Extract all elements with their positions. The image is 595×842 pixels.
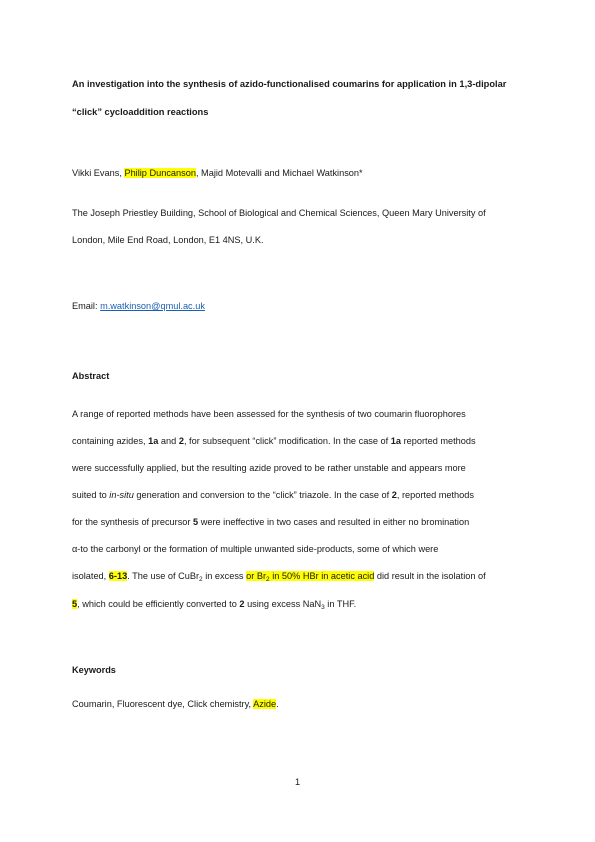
abstract-line: isolated, 6-13. The use of CuBr$_2$ in excess or $Br_2$ in 50% HBr in acetic acid did result in the isolation of	[72, 571, 486, 583]
keywords-list: Coumarin, Fluorescent dye, Click chemistry, Azide.	[72, 699, 279, 709]
abstract-body	[72, 401, 532, 619]
abstract-line: A range of reported methods have been assessed for the synthesis of two coumarin fluorophores	[72, 409, 466, 419]
abstract-line: were successfully applied, but the resulting azide proved to be rather unstable and appears more	[72, 463, 466, 473]
keywords-heading: Keywords	[72, 665, 116, 675]
title-line-2: “click” cycloaddition reactions	[72, 107, 209, 117]
abstract-heading: Abstract	[72, 371, 110, 381]
affiliation-line-2: London, Mile End Road, London, E1 4NS, U.K.	[72, 235, 264, 245]
method-highlighted: or $Br_2$ in 50% HBr in acetic acid	[246, 571, 375, 583]
title-line-1: An investigation into the synthesis of azido-functionalised coumarins for application in 1,3-dipolar	[72, 79, 507, 89]
compound-5-highlighted: 5	[72, 599, 78, 609]
abstract-line: suited to in-situ generation and conversion to the “click” triazole. In the case of 2, reported methods	[72, 490, 474, 500]
email-label: Email:	[72, 301, 98, 311]
author-2-highlighted: Philip Duncanson	[124, 168, 196, 178]
keyword-azide-highlighted: Azide	[253, 699, 277, 709]
paper-title	[72, 70, 532, 126]
author-list	[72, 163, 532, 183]
abstract-line: for the synthesis of precursor 5 were ineffective in two cases and resulted in either no bromination	[72, 517, 470, 527]
affiliation	[72, 200, 532, 254]
affiliation-line-1: The Joseph Priestley Building, School of Biological and Chemical Sciences, Queen Mary University of	[72, 208, 486, 218]
abstract-line: 5, which could be efficiently converted to 2 using excess NaN$_3$ in THF.	[72, 599, 357, 611]
author-1: Vikki Evans,	[72, 168, 122, 178]
abstract-line: containing azides, 1a and 2, for subsequent “click” modification. In the case of 1a reported methods	[72, 436, 476, 446]
page-number: 1	[294, 777, 301, 787]
email-line	[72, 296, 532, 316]
author-rest: , Majid Motevalli and Michael Watkinson*	[195, 168, 363, 178]
abstract-line: α-to the carbonyl or the formation of multiple unwanted side-products, some of which were	[72, 544, 439, 554]
compound-range-highlighted: 6-13	[108, 571, 128, 581]
email-link[interactable]: m.watkinson@qmul.ac.uk	[100, 301, 205, 311]
